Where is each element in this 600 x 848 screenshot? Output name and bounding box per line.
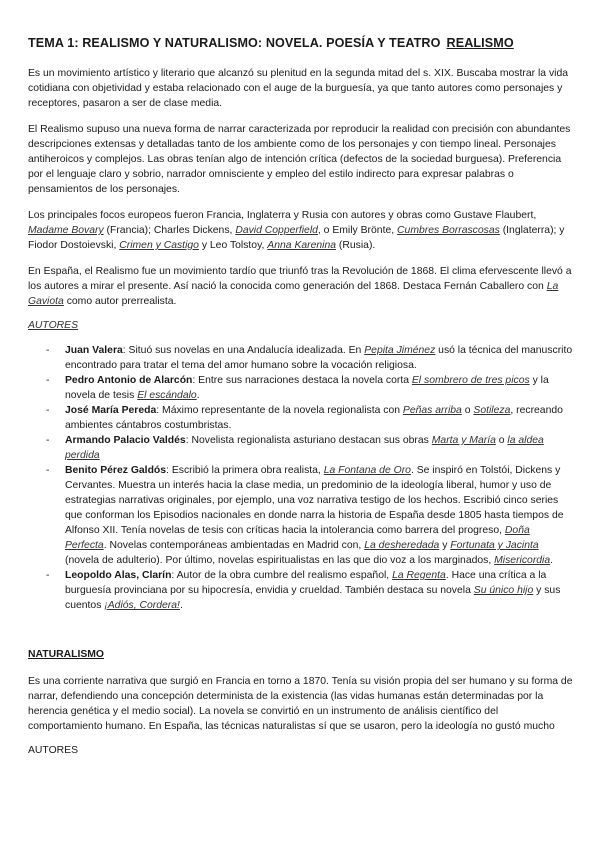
work-title: El sombrero de tres picos	[411, 375, 530, 386]
autores-heading: AUTORES	[28, 320, 79, 331]
work-title: Cumbres Borrascosas	[397, 225, 500, 236]
work-title: Doña Perfecta	[65, 525, 530, 551]
author-item-galdos: - Benito Pérez Galdós: Escribió la primera obra realista, La Fontana de Oro. Se inspiró en Tolstói, Dickens y Cervantes. Muestra un interés hacia la clase media, un predominio de la ideología liberal, humor y uso de estrategias narrativas originales, por ejemplo, una voz narrativa testigo de los hechos. Escribió cinco series que conforman los Episodios nacionales en donde narra la historia de España desde 1805 hasta tiempos de Alfonso XII. Tenía novelas de tesis con críticas hacia la intolerancia como barrera del progreso, Doña Perfecta. Novelas contemporáneas ambientadas en Madrid con, La desheredada y Fortunata y Jacinta (novela de adulterio). Por último, novelas espiritualistas en las que dio voz a los marginados, Misericordia.	[46, 465, 564, 566]
paragraph-naturalismo: Es una corriente narrativa que surgió en Francia en torno a 1870. Tenía su visión propia del ser humano y su forma de narrar, defendiendo una concepción determinista de la existencia (las vidas humanas están determinadas por la herencia genética y el medio social). La novela se convirtió en un instrumento de análisis científico del comportamiento humano. En España, las técnicas naturalistas sí que se usaron, pero la ideología no gustó mucho	[28, 676, 573, 732]
work-title: Anna Karenina	[267, 240, 337, 251]
paragraph-spain: En España, el Realismo fue un movimiento tardío que triunfó tras la Revolución de 1868. El clima efervescente llevó a los autores a mirar el presente. Así nació la conocida como generación del 1868. Destaca Fernán Caballero con La Gaviota como autor prerrealista.	[28, 266, 572, 307]
paragraph-european-foci: Los principales focos europeos fueron Francia, Inglaterra y Rusia con autores y obras como Gustave Flaubert, Madame Bovary (Francia); Charles Dickens, David Copperfield, o Emily Brönte, Cumbres Borrascosas (Inglaterra); y Fiodor Dostoievski, Crimen y Castigo y Leo Tolstoy, Anna Karenina (Rusia).	[28, 210, 565, 251]
section-heading-realismo: REALISMO	[446, 36, 514, 50]
work-title: Pepita Jiménez	[364, 345, 436, 356]
work-title: Misericordia	[494, 555, 551, 566]
work-title: Marta y María	[431, 435, 496, 446]
work-title: La Regenta	[392, 570, 446, 581]
work-title: Su único hijo	[473, 585, 534, 596]
autores-heading-naturalismo: AUTORES	[28, 745, 79, 756]
paragraph-intro: Es un movimiento artístico y literario que alcanzó su plenitud en la segunda mitad del s. XIX. Buscaba mostrar la vida cotidiana con objetividad y estaba relacionado con el auge de la burguesía, ya que tanto autores como personajes y receptores, pasaron a ser de clase media.	[28, 68, 569, 109]
paragraph-characteristics: El Realismo supuso una nueva forma de narrar caracterizada por reproducir la realidad con precisión con abundantes descripciones extensas y detalladas tanto de los ambiente como de los personajes y con tiempo lineal. Personajes antiheroicos y complejos. Las obras tenían algo de intención crítica (defectos de la sociedad burguesa). Preferencia por el lenguaje claro y sobrio, narrador omnisciente y empleo del estilo indirecto para expresar palabras o pensamientos de los personajes.	[28, 124, 571, 195]
work-title: la aldea perdida	[65, 435, 544, 461]
work-title: ¡Adiós, Cordera!	[104, 600, 180, 611]
author-item-pereda: - José María Pereda: Máximo representante de la novela regionalista con Peñas arriba o Sotileza, recreando ambientes cántabros costumbristas.	[46, 405, 563, 431]
title-main: TEMA 1: REALISMO Y NATURALISMO: NOVELA. POESÍA Y TEATRO	[28, 36, 441, 50]
work-title: La Gaviota	[28, 281, 559, 307]
work-title: Peñas arriba	[402, 405, 462, 416]
author-item-palacio-valdes: - Armando Palacio Valdés: Novelista regionalista asturiano destacan sus obras Marta y María o la aldea perdida	[46, 435, 544, 461]
work-title: El escándalo	[137, 390, 197, 401]
work-title: Crimen y Castigo	[119, 240, 199, 251]
naturalismo-heading: NATURALISMO	[28, 649, 104, 660]
author-item-valera: - Juan Valera: Situó sus novelas en una Andalucía idealizada. En Pepita Jiménez usó la técnica del manuscrito encontrado para tratar el tema del amor humano sobre la vocación religiosa.	[46, 345, 573, 371]
work-title: Madame Bovary	[28, 225, 104, 236]
work-title: La desheredada	[364, 540, 440, 551]
work-title: David Copperfield	[235, 225, 318, 236]
author-item-alarcon: - Pedro Antonio de Alarcón: Entre sus narraciones destaca la novela corta El sombrero de tres picos y la novela de tesis El escándalo.	[46, 375, 549, 401]
work-title: La Fontana de Oro	[323, 465, 411, 476]
author-item-clarin: - Leopoldo Alas, Clarín: Autor de la obra cumbre del realismo español, La Regenta. Hace una crítica a la burguesía provinciana por su hipocresía, envidia y crueldad. También destaca su novela Su único hijo y sus cuentos ¡Adiós, Cordera!.	[46, 570, 561, 611]
work-title: Sotileza	[473, 405, 511, 416]
document-title	[28, 36, 574, 50]
authors-list	[28, 343, 574, 613]
work-title: Fortunata y Jacinta	[450, 540, 539, 551]
